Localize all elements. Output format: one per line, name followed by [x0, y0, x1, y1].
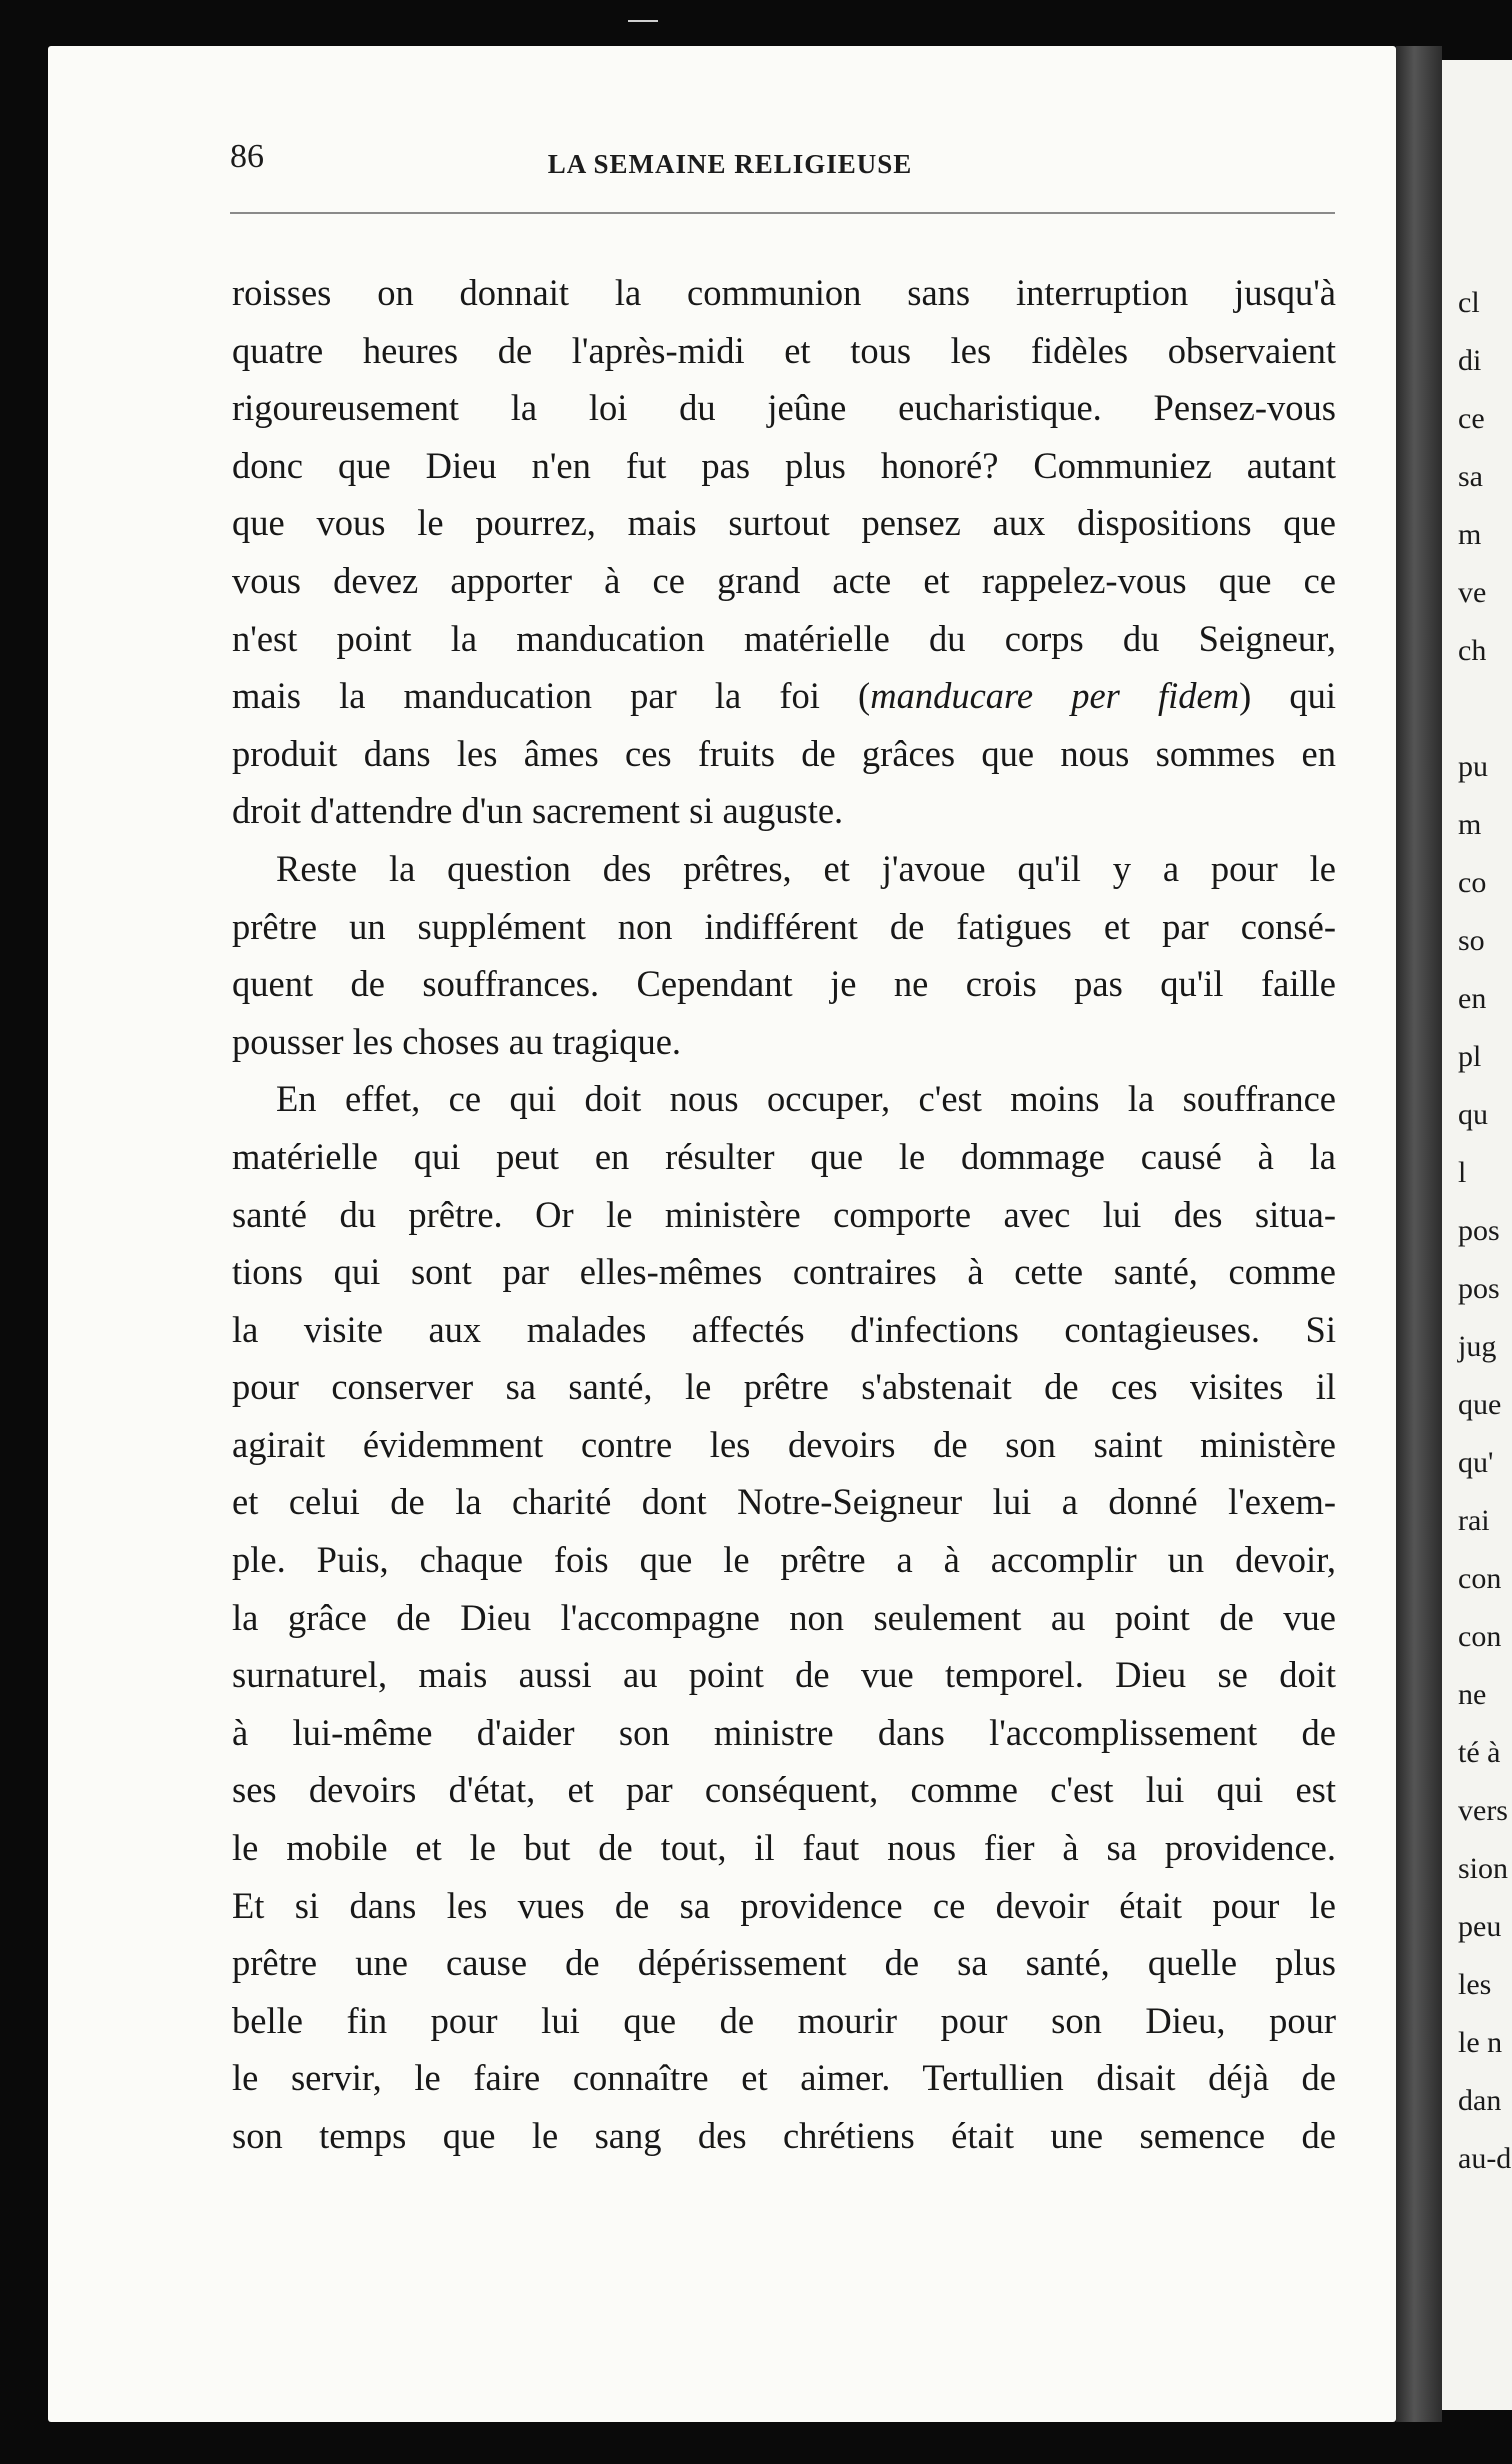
- text-line: son temps que le sang des chrétiens était une semence de: [232, 2115, 1336, 2156]
- facing-fragment: ne: [1458, 1678, 1487, 1711]
- facing-fragment: ve: [1458, 576, 1487, 609]
- text-segment: mais la manducation par la foi (: [232, 675, 871, 717]
- text-line: surnaturel, mais aussi au point de vue temporel. Dieu se doit: [232, 1654, 1336, 1696]
- text-line: tions qui sont par elles-mêmes contraires à cette santé, comme: [232, 1251, 1336, 1293]
- facing-fragment: les: [1458, 1968, 1492, 2001]
- facing-fragment: qu': [1458, 1446, 1494, 1479]
- facing-fragment: qu: [1458, 1098, 1488, 1131]
- facing-fragment: con: [1458, 1620, 1502, 1653]
- facing-fragment: m: [1458, 518, 1482, 551]
- facing-fragment: pu: [1458, 750, 1488, 783]
- text-line: ple. Puis, chaque fois que le prêtre a à accomplir un devoir,: [232, 1539, 1336, 1581]
- text-segment: ) qui: [1239, 675, 1337, 717]
- text-line: matérielle qui peut en résulter que le dommage causé à la: [232, 1135, 1336, 1177]
- page-number: 86: [230, 138, 264, 175]
- facing-fragment: sa: [1458, 460, 1483, 493]
- text-line: quatre heures de l'après-midi et tous les fidèles observaient: [232, 329, 1336, 371]
- running-head: LA SEMAINE RELIGIEUSE: [547, 149, 913, 179]
- text-line: agirait évidemment contre les devoirs de son saint ministère: [232, 1423, 1336, 1465]
- facing-fragment: pos: [1458, 1272, 1500, 1305]
- crop-mark: [628, 20, 658, 26]
- book-spine-shadow: [1396, 46, 1442, 2422]
- text-line: ses devoirs d'état, et par conséquent, comme c'est lui qui est: [232, 1769, 1336, 1811]
- text-line: roisses on donnait la communion sans interruption jusqu'à: [232, 272, 1336, 313]
- text-line: pousser les choses au tragique.: [232, 1020, 682, 1062]
- facing-fragment: que: [1458, 1388, 1502, 1421]
- text-line: donc que Dieu n'en fut pas plus honoré? Communiez autant: [232, 444, 1336, 486]
- facing-fragment: au-d: [1458, 2142, 1512, 2175]
- facing-fragment: m: [1458, 808, 1482, 841]
- text-line: n'est point la manducation matérielle du corps du Seigneur,: [232, 617, 1336, 659]
- facing-fragment: co: [1458, 866, 1487, 899]
- facing-fragment: té à: [1458, 1736, 1501, 1769]
- facing-fragment: ch: [1458, 634, 1487, 667]
- text-line: quent de souffrances. Cependant je ne crois pas qu'il faille: [232, 963, 1336, 1005]
- text-line: Et si dans les vues de sa providence ce devoir était pour le: [232, 1884, 1336, 1926]
- facing-page-edge: [1442, 60, 1512, 2410]
- text-line: rigoureusement la loi du jeûne eucharistique. Pensez-vous: [232, 387, 1336, 429]
- facing-fragment: le n: [1458, 2026, 1503, 2059]
- facing-fragment: sion: [1458, 1852, 1509, 1885]
- page-body: [232, 264, 1336, 2165]
- text-line: le servir, le faire connaître et aimer. Tertullien disait déjà de: [232, 2057, 1336, 2099]
- facing-fragment: peu: [1458, 1910, 1502, 1943]
- text-line: à lui-même d'aider son ministre dans l'accomplissement de: [232, 1711, 1336, 1753]
- header-rule: [230, 212, 1335, 214]
- facing-fragment: ce: [1458, 402, 1485, 435]
- text-line: belle fin pour lui que de mourir pour son Dieu, pour: [232, 1999, 1336, 2041]
- text-line: santé du prêtre. Or le ministère comporte avec lui des situa-: [232, 1193, 1336, 1235]
- facing-fragment: di: [1458, 344, 1482, 377]
- text-line: le mobile et le but de tout, il faut nous fier à sa providence.: [232, 1827, 1336, 1869]
- latin-phrase: manducare per fidem: [870, 675, 1240, 717]
- text-line: que vous le pourrez, mais surtout pensez aux dispositions que: [232, 502, 1336, 544]
- text-line: [232, 667, 1336, 725]
- text-line: En effet, ce qui doit nous occuper, c'est moins la souffrance: [276, 1078, 1336, 1120]
- facing-fragment: pl: [1458, 1040, 1482, 1073]
- facing-fragment: en: [1458, 982, 1487, 1015]
- text-line: prêtre une cause de dépérissement de sa santé, quelle plus: [232, 1942, 1336, 1984]
- text-line: vous devez apporter à ce grand acte et rappelez-vous que ce: [232, 559, 1336, 601]
- facing-fragment: con: [1458, 1562, 1502, 1595]
- text-line: Reste la question des prêtres, et j'avoue qu'il y a pour le: [276, 847, 1336, 889]
- facing-fragment: rai: [1458, 1504, 1490, 1537]
- text-line: la grâce de Dieu l'accompagne non seulement au point de vue: [232, 1596, 1336, 1638]
- facing-fragment: so: [1458, 924, 1485, 957]
- text-line: pour conserver sa santé, le prêtre s'abstenait de ces visites il: [232, 1366, 1336, 1408]
- text-line: et celui de la charité dont Notre-Seigneur lui a donné l'exem-: [232, 1481, 1336, 1523]
- facing-fragment: cl: [1458, 286, 1480, 319]
- facing-fragment: l: [1458, 1156, 1467, 1189]
- facing-fragment: vers: [1458, 1794, 1508, 1827]
- text-line: prêtre un supplément non indifférent de fatigues et par consé-: [232, 905, 1336, 947]
- facing-fragment: jug: [1458, 1330, 1497, 1363]
- text-line: produit dans les âmes ces fruits de grâces que nous sommes en: [232, 732, 1336, 774]
- text-line: la visite aux malades affectés d'infections contagieuses. Si: [232, 1308, 1336, 1350]
- facing-fragment: pos: [1458, 1214, 1500, 1247]
- text-line: droit d'attendre d'un sacrement si auguste.: [232, 790, 844, 832]
- facing-fragment: dan: [1458, 2084, 1502, 2117]
